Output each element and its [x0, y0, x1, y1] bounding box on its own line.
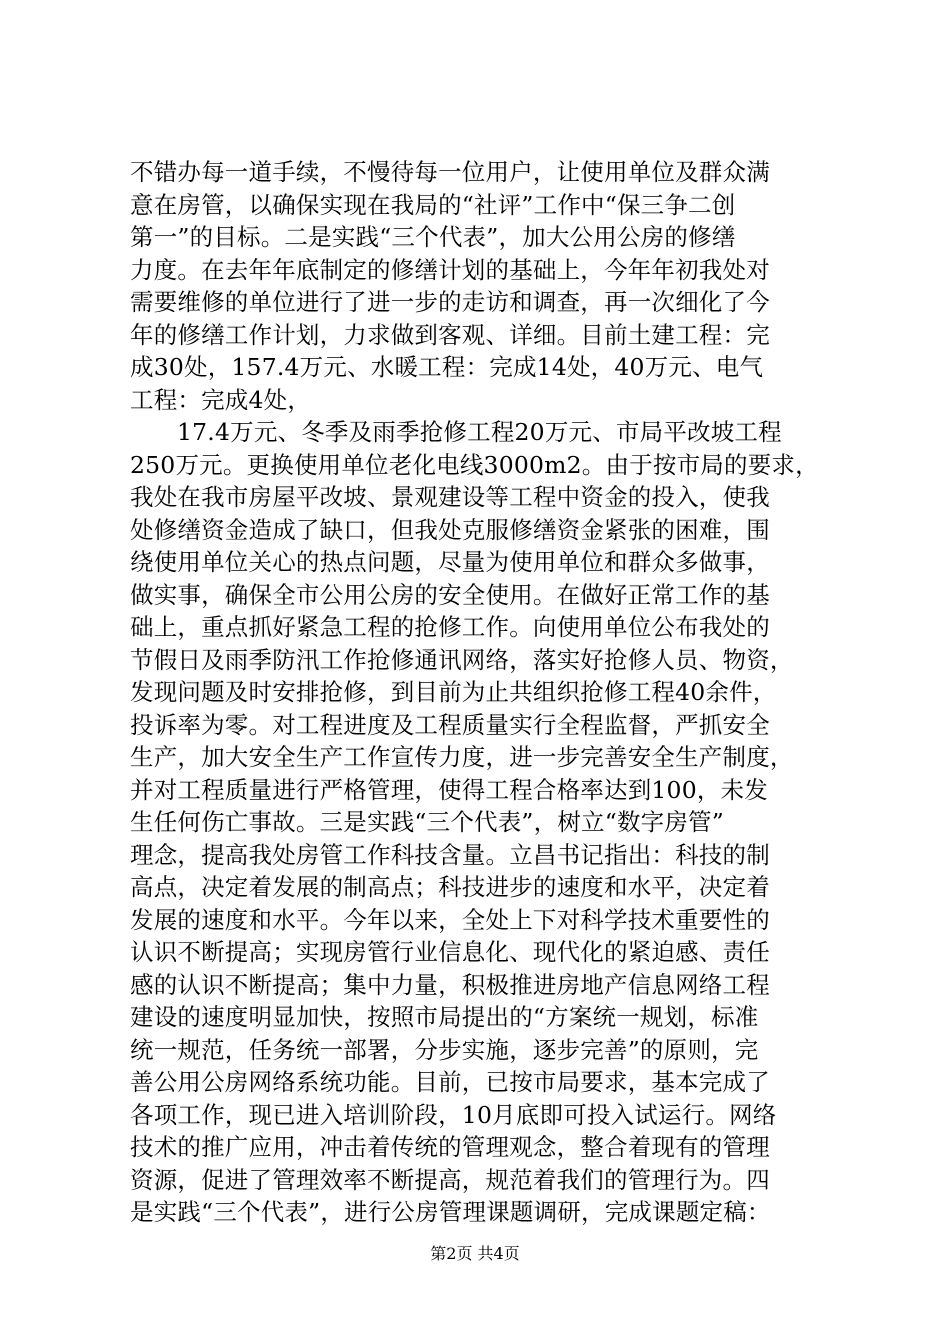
text-line: 认识不断提高；实现房管行业信息化、现代化的紧迫感、责任: [130, 938, 770, 966]
body-text: [130, 156, 830, 1229]
text-line: 我处在我市房屋平改坡、景观建设等工程中资金的投入，使我: [130, 483, 770, 511]
text-line: 生任何伤亡事故。三是实践“三个代表”，树立“数字房管”: [130, 808, 724, 836]
text-line: 第一”的目标。二是实践“三个代表”，加大公用公房的修缮: [130, 223, 736, 251]
text-line: 善公用公房网络系统功能。目前，已按市局要求，基本完成了: [130, 1068, 770, 1096]
text-line: 是实践“三个代表”，进行公房管理课题调研，完成课题定稿：: [130, 1198, 771, 1226]
text-line: 处修缮资金造成了缺口，但我处克服修缮资金紧张的困难，围: [130, 515, 770, 544]
text-line: 投诉率为零。对工程进度及工程质量实行全程监督，严抓安全: [130, 710, 770, 739]
text-line: 感的认识不断提高；集中力量，积极推进房地产信息网络工程: [130, 970, 770, 999]
text-line: 资源，促进了管理效率不断提高，规范着我们的管理行为。四: [130, 1165, 770, 1194]
text-line: 意在房管，以确保实现在我局的“社评”工作中“保三争二创: [130, 190, 736, 219]
text-line: 成30处，157.4万元、水暖工程：完成14处，40万元、电气: [130, 353, 764, 381]
text-line: 技术的推广应用，冲击着传统的管理观念，整合着现有的管理: [130, 1133, 770, 1161]
text-line: 统一规范，任务统一部署，分步实施，逐步完善”的原则，完: [130, 1035, 759, 1064]
page-number-footer: 第2页 共4页: [430, 1244, 520, 1263]
text-line: 发展的速度和水平。今年以来，全处上下对科学技术重要性的: [130, 905, 770, 934]
text-line: 础上，重点抓好紧急工程的抢修工作。向使用单位公布我处的: [130, 613, 770, 641]
text-line: 不错办每一道手续，不慢待每一位用户，让使用单位及群众满: [130, 158, 770, 186]
text-line: 各项工作，现已进入培训阶段，10月底即可投入试运行。网络: [130, 1100, 777, 1129]
text-line: 理念，提高我处房管工作科技含量。立昌书记指出：科技的制: [130, 840, 770, 869]
text-line: 生产，加大安全生产工作宣传力度，进一步完善安全生产制度，: [130, 743, 794, 771]
text-line: 建设的速度明显加快，按照市局提出的“方案统一规划，标准: [130, 1003, 759, 1031]
text-line: 力度。在去年年底制定的修缮计划的基础上，今年年初我处对: [130, 255, 770, 284]
text-line: 发现问题及时安排抢修，到目前为止共组织抢修工程40余件，: [130, 678, 777, 706]
text-line: 高点，决定着发展的制高点；科技进步的速度和水平，决定着: [130, 873, 770, 901]
text-line: 工程：完成4处，: [130, 385, 312, 414]
text-line: 250万元。更换使用单位老化电线3000m2。由于按市局的要求，: [130, 450, 819, 479]
text-line: 年的修缮工作计划，力求做到客观、详细。目前土建工程：完: [130, 320, 770, 349]
text-line: 绕使用单位关心的热点问题，尽量为使用单位和群众多做事，: [130, 548, 770, 576]
text-line: 节假日及雨季防汛工作抢修通讯网络，落实好抢修人员、物资，: [130, 645, 794, 674]
text-line: 需要维修的单位进行了进一步的走访和调查，再一次细化了今: [130, 288, 770, 316]
text-line-paragraph-start: 17.4万元、冬季及雨季抢修工程20万元、市局平改坡工程: [177, 418, 782, 446]
text-line: 并对工程质量进行严格管理，使得工程合格率达到100，未发: [130, 775, 768, 804]
text-line: 做实事，确保全市公用公房的安全使用。在做好正常工作的基: [130, 580, 770, 609]
